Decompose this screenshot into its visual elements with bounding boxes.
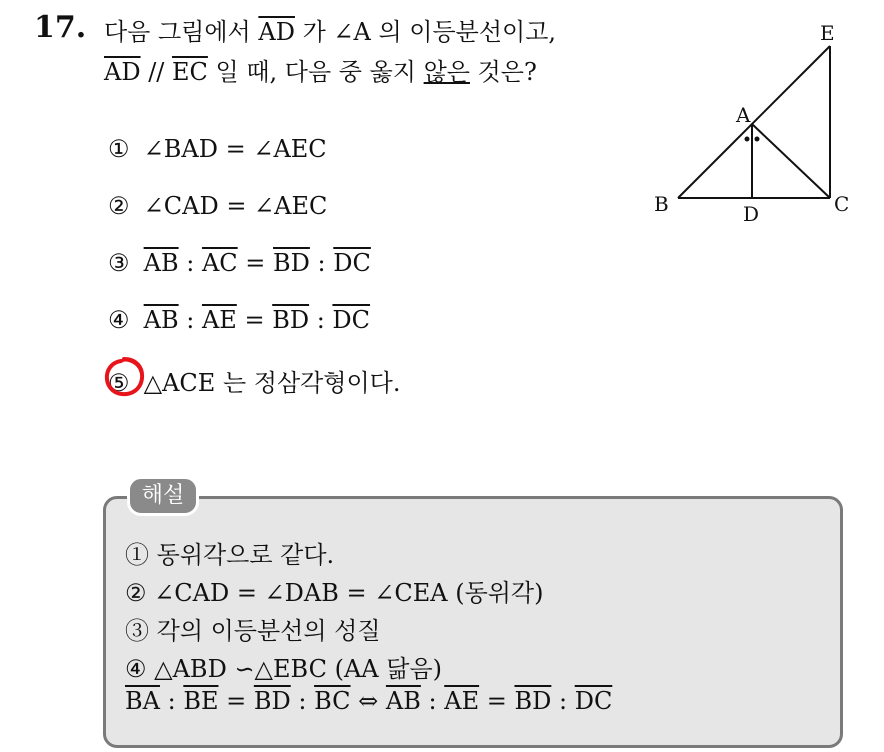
label-a: A <box>736 103 751 127</box>
choice-4: ④ $\overline{AB}$ : $\overline{AE} = \overline{BD}$ : $\overline{DC}$ <box>108 306 371 334</box>
label-b: B <box>654 192 669 216</box>
label-c: C <box>834 192 850 216</box>
solution-line-2: ② ∠CAD = ∠DAB = ∠CEA (동위각) <box>125 579 544 607</box>
question-number: 17. <box>34 10 87 45</box>
solution-line-5: $\overline{BA}$ : $\overline{BE} = \overline{BD}$ : $\overline{BC}$ ⇔ $\overline{AB}$ : $\overline{AE} = \overline{BD}$ : $\overline{DC}$ <box>125 687 613 715</box>
solution-line-1: ① 동위각으로 같다. <box>125 541 335 569</box>
not-underlined: 않은 <box>423 58 470 86</box>
segment-ad: $\overline{AD}$ <box>258 18 295 46</box>
solution-tag: 해설 <box>127 476 199 516</box>
solution-line-3: ③ 각의 이등분선의 성질 <box>125 617 381 645</box>
question-line-1: 다음 그림에서 $\overline{AD}$ 가 ∠A 의 이등분선이고, <box>104 18 557 46</box>
choice-2: ② ∠CAD = ∠AEC <box>108 192 328 220</box>
solution-line-4: ④ △ABD ∽△EBC (AA 닮음) <box>125 655 442 683</box>
label-e: E <box>820 21 835 45</box>
triangle-diagram <box>640 18 850 228</box>
choice-5: ⑤ △ACE 는 정삼각형이다. <box>108 369 401 397</box>
label-d: D <box>743 202 760 226</box>
answer-circle-mark <box>101 354 147 400</box>
choice-3: ③ $\overline{AB}$ : $\overline{AC} = \overline{BD}$ : $\overline{DC}$ <box>108 249 371 277</box>
choice-1: ① ∠BAD = ∠AEC <box>108 135 327 163</box>
question-line-2: $\overline{AD} // \overline{EC}$ 일 때, 다음 중 옳지 않은 것은? <box>104 58 537 86</box>
